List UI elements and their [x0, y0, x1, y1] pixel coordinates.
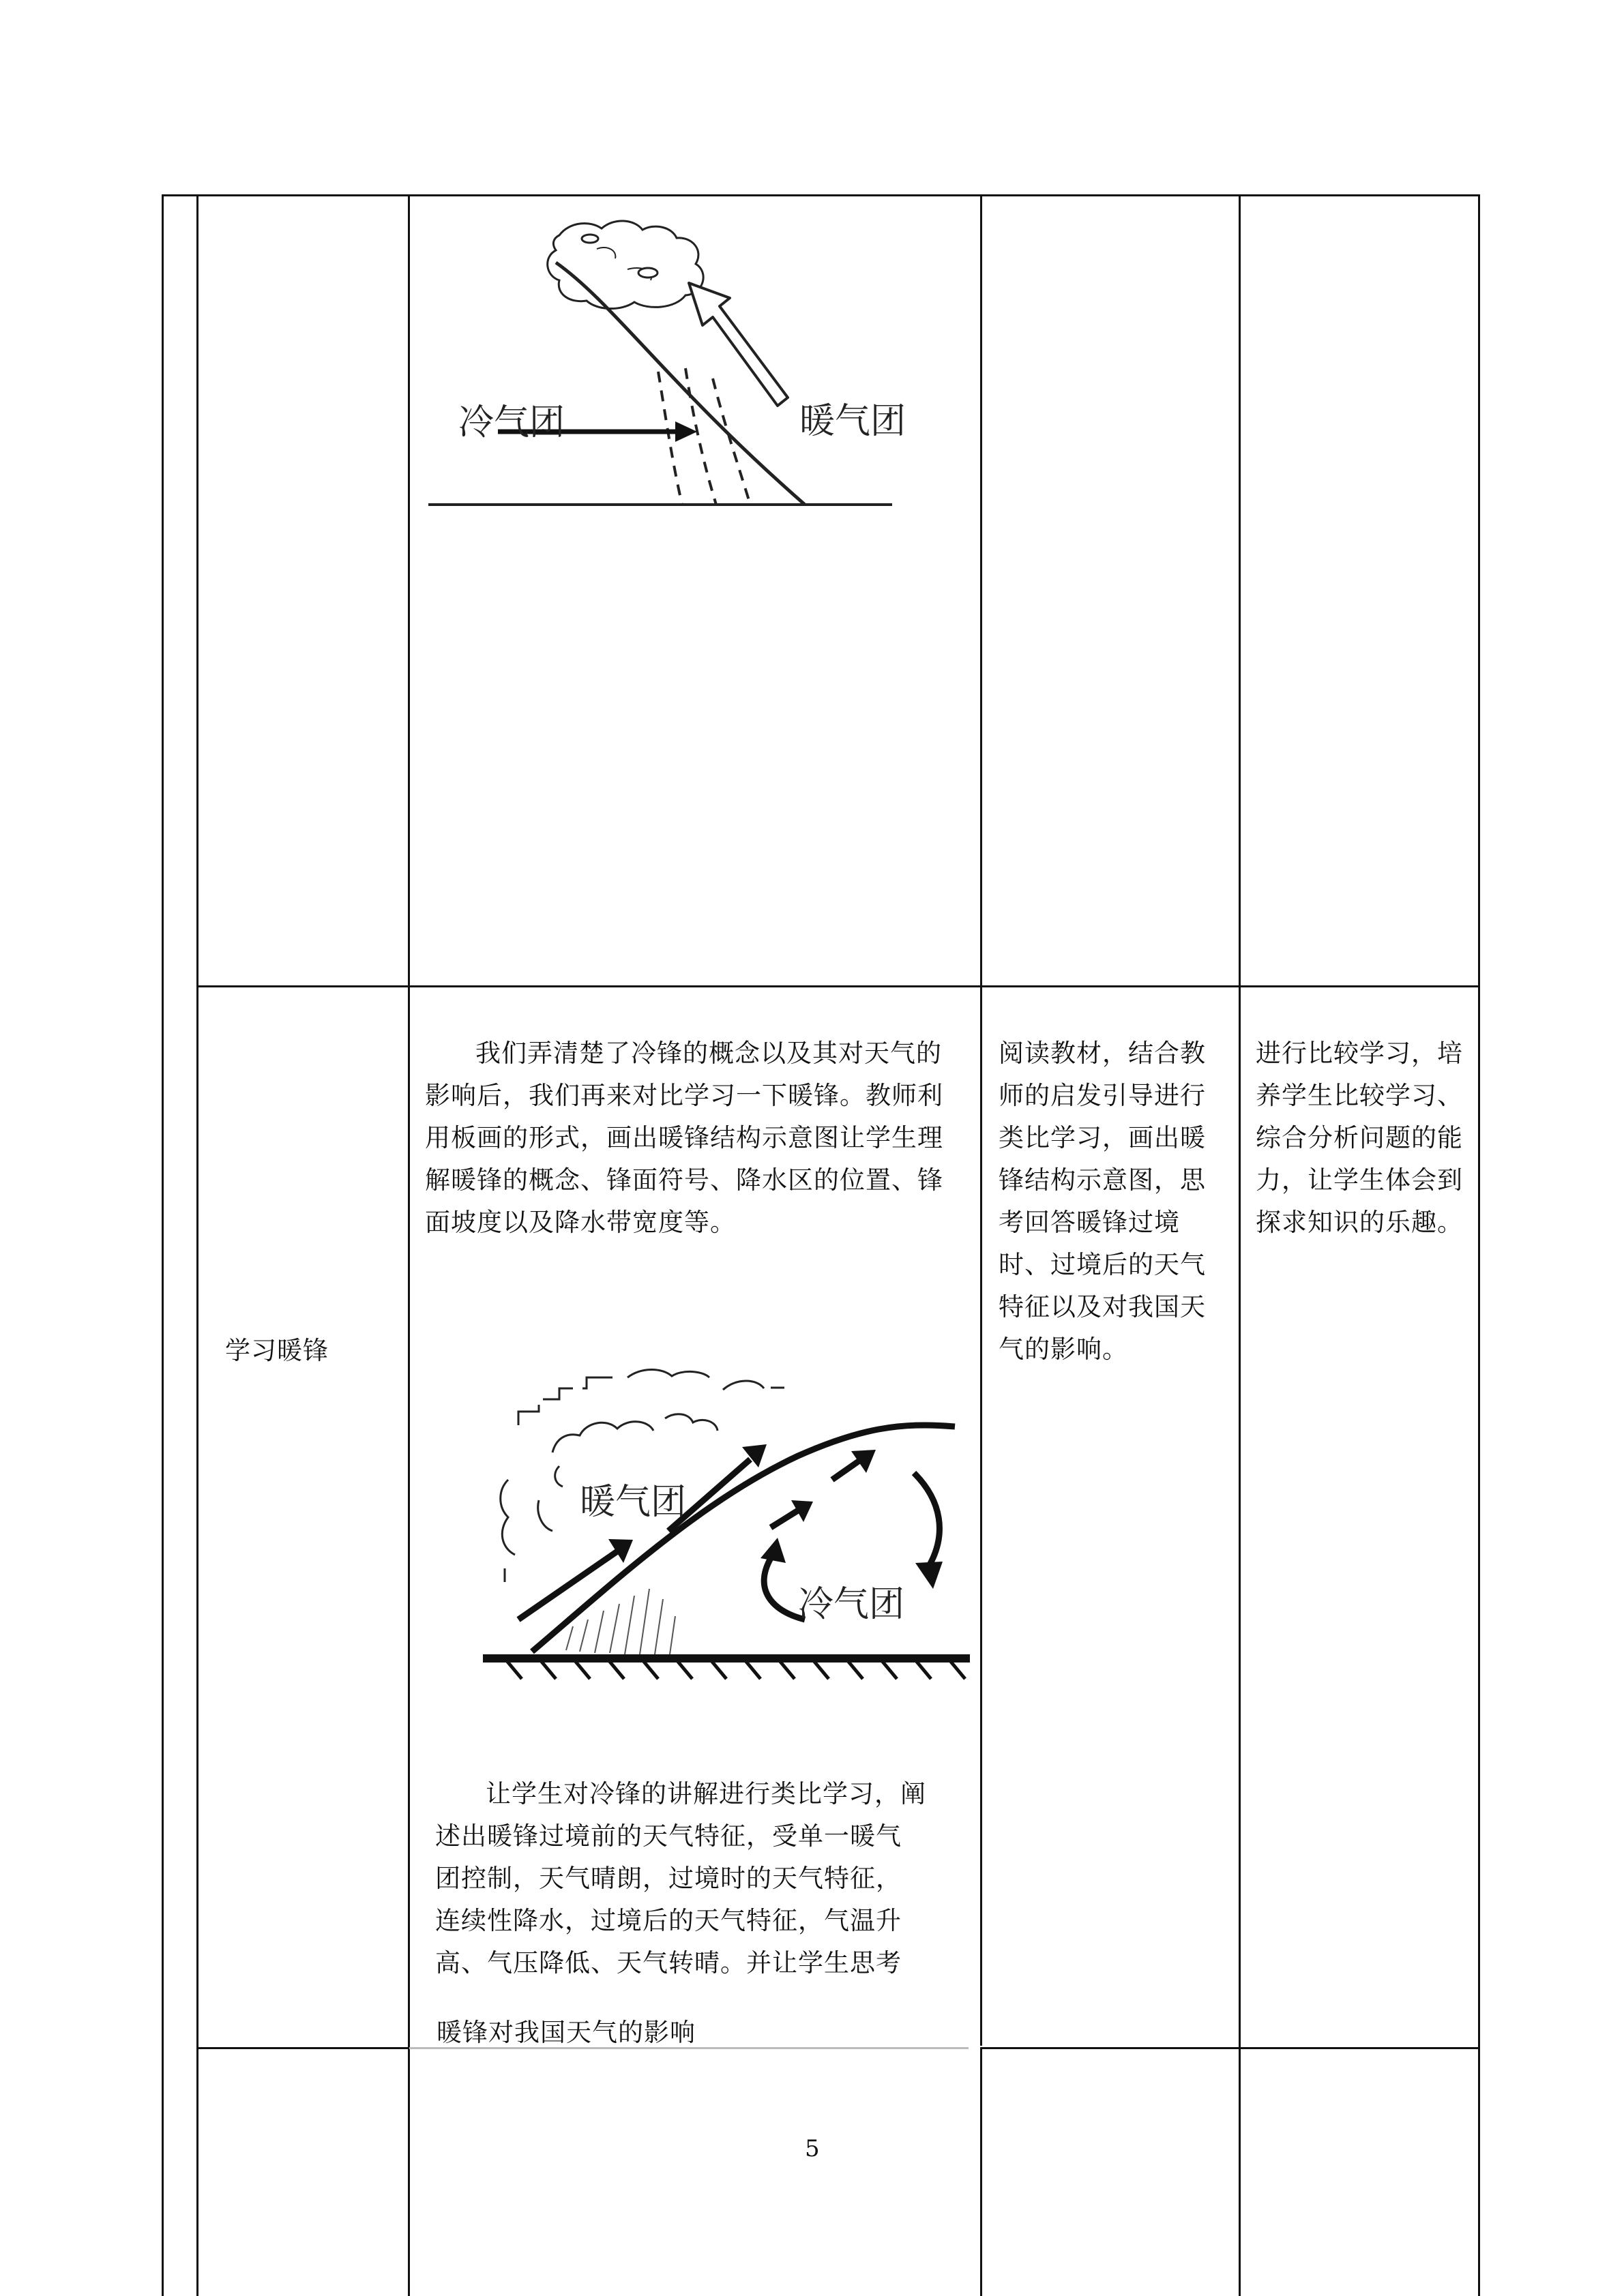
table-right-border — [1478, 194, 1480, 2296]
column-divider-1 — [196, 194, 198, 2296]
warm-air-arrow — [518, 1551, 617, 1620]
cloud-detail — [582, 235, 598, 243]
column-divider-2 — [408, 194, 410, 2296]
column-divider-3-lower — [980, 2049, 982, 2296]
student-activity-text: 阅读教材，结合教师的启发引导进行类比学习，画出暖锋结构示意图，思考回答暖锋过境时、过境后的天气特征以及对我国天气的影响。 — [999, 1039, 1206, 1364]
cloud-outline — [501, 1480, 515, 1582]
cold-air-arrow — [914, 1473, 939, 1568]
warm-front-diagram — [477, 1364, 975, 1698]
cloud-detail — [638, 268, 658, 278]
cold-air-label: 冷气团 — [798, 1584, 905, 1625]
row-divider-2-right — [980, 2047, 1480, 2049]
warm-air-label: 暖气团 — [799, 401, 906, 442]
cold-front-diagram — [423, 208, 906, 522]
cloud-outline — [518, 1377, 614, 1425]
rain-area-strokes — [566, 1589, 675, 1654]
cold-air-arrow — [771, 1510, 798, 1527]
cloud-outline — [538, 1466, 563, 1531]
stage-label: 学习暖锋 — [225, 1336, 329, 1365]
teacher-activity-paragraph-1: 我们弄清楚了冷锋的概念以及其对天气的影响后，我们再来对比学习一下暖锋。教师利用板画的形式，画出暖锋结构示意图让学生理解暖锋的概念、锋面符号、降水区的位置、锋面坡度以及降水带宽度等。 — [425, 1039, 943, 1237]
table-outer-left-border — [162, 194, 164, 2296]
cold-air-label: 冷气团 — [458, 402, 565, 443]
table-top-border — [162, 194, 1480, 196]
row-divider-1 — [196, 985, 1480, 987]
teacher-activity-paragraph-2-overflow: 暖锋对我国天气的影响 — [437, 2018, 696, 2047]
cloud-shape — [548, 221, 703, 309]
cloud-outline — [552, 1414, 718, 1452]
column-divider-3 — [980, 194, 982, 2046]
cold-air-arrowhead — [675, 421, 697, 442]
warm-air-hollow-arrow — [689, 283, 788, 406]
rain-dashed-line — [685, 368, 716, 505]
rain-dashed-line — [713, 378, 750, 505]
warm-air-label: 暖气团 — [580, 1482, 687, 1523]
column-divider-4 — [1239, 194, 1241, 2296]
cold-air-arrowhead — [915, 1562, 943, 1589]
cold-air-arrowhead — [761, 1538, 786, 1563]
cold-air-arrow — [832, 1461, 859, 1480]
teacher-activity-paragraph-2: 让学生对冷锋的讲解进行类比学习，阐述出暖锋过境前的天气特征，受单一暖气团控制，天气晴朗，过境时的天气特征，连续性降水，过境后的天气特征，气温升高、气压降低、天气转晴。并让学生思考 — [435, 1779, 926, 1978]
cloud-outline — [628, 1369, 784, 1390]
row-divider-2-left — [196, 2047, 409, 2049]
warm-air-arrowhead — [608, 1539, 633, 1563]
page-number: 5 — [805, 2135, 821, 2162]
design-intent-text: 进行比较学习，培养学生比较学习、综合分析问题的能力，让学生体会到探求知识的乐趣。 — [1256, 1039, 1463, 1237]
teacher-activity-paragraph-2-overflow-clip — [437, 2018, 928, 2048]
